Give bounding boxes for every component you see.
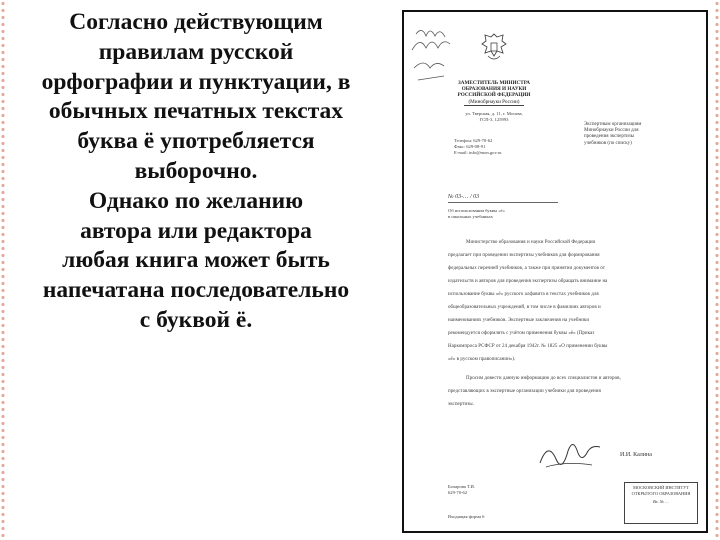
right-decorative-border — [714, 0, 720, 540]
slide-text-line: напечатана последовательно — [42, 277, 350, 304]
slide-text-line: выборочно. — [134, 157, 258, 184]
stamp-line: Вх. № … — [653, 499, 669, 505]
letterhead-line: (Минобрнауки России) — [468, 98, 520, 105]
body-line: использование буквы «ё» русского алфавита в текстах учебников для — [448, 292, 599, 297]
subject-line: в школьных учебниках — [448, 213, 493, 219]
left-decorative-border — [0, 0, 6, 540]
addressee-line: Экспертным организациям — [584, 122, 642, 127]
contacts-block — [454, 138, 501, 155]
signature-icon — [536, 439, 606, 475]
letterhead-line: ЗАМЕСТИТЕЛЬ МИНИСТРА — [458, 80, 530, 86]
ministry-letter-scan — [406, 14, 704, 529]
body-line: федеральных перечней учебников, а также при принятии документов от — [448, 266, 605, 271]
body-line: «ё» в русском правописании»). — [448, 357, 516, 362]
addressee-line: Минобрнауки России для — [584, 128, 639, 134]
body-line: Наркомпроса РСФСР от 24 декабря 1942г. № 1825 «О применении буквы — [448, 344, 608, 349]
address-block — [456, 111, 532, 123]
ref-underline — [448, 202, 558, 203]
coat-of-arms-icon — [479, 32, 509, 64]
reference-number: № 03-… / 03 — [448, 194, 480, 200]
signature-name: И.И. Калина — [620, 452, 652, 458]
addressee-line: проведения экспертизы — [584, 134, 635, 140]
subject-block — [448, 208, 505, 220]
executor-block — [448, 484, 475, 496]
body-line: Просим довести данную информацию до всех специалистов и авторов, — [466, 376, 621, 381]
body-line: Министерство образования и науки Российской Федерации — [466, 240, 596, 245]
address-line: ГСП-3, 125993 — [479, 116, 509, 122]
slide-text-block — [8, 8, 384, 336]
letter-image-frame — [402, 10, 708, 533]
addressee-line: учебников (по списку) — [584, 140, 632, 146]
addressee-block — [584, 122, 641, 147]
executor-line: Бочарова Т.И. — [448, 484, 476, 489]
slide-text-line: любая книга может быть — [62, 247, 330, 274]
executor-line: 629-70-62 — [448, 489, 468, 495]
slide-text-line: орфографии и пунктуации, в — [41, 68, 351, 95]
slide-text-line: правилам русской — [98, 38, 294, 65]
slide-text-line: буква ё употребляется — [77, 128, 315, 155]
incoming-stamp — [624, 482, 698, 524]
body-line: наименованиях учебников. Экспертные заключения на учебники — [448, 318, 590, 323]
body-line: предлагает при проведении экспертизы учебников для формирования — [448, 253, 600, 258]
slide-text-line: автора или редактора — [80, 217, 312, 244]
slide-text-line: Согласно действующим — [69, 9, 323, 35]
body-line: рекомендуется оформлять с учётом применения буквы «ё» (Приказ — [448, 331, 595, 336]
stamp-line: МОСКОВСКИЙ ИНСТИТУТ — [633, 485, 689, 490]
letterhead-divider — [464, 105, 524, 106]
letterhead-line: РОССИЙСКОЙ ФЕДЕРАЦИИ — [457, 92, 531, 99]
letterhead-block — [446, 80, 542, 105]
contact-line: E-mail: info@mon.gov.ru — [454, 149, 502, 155]
letterhead-line: ОБРАЗОВАНИЯ И НАУКИ — [461, 86, 527, 93]
body-line: издательств и авторов для проведения экспертизы обращать внимание на — [448, 279, 608, 284]
footer-form-label: Входящая форма 6 — [448, 514, 485, 519]
contact-line: Факс: 629-08-91 — [454, 143, 486, 149]
stamp-line: ОТКРЫТОГО ОБРАЗОВАНИЯ — [631, 490, 691, 496]
slide-text-line: обычных печатных текстах — [48, 98, 344, 125]
body-line: общеобразовательных учреждений, в том числе в фамилиях авторов и — [448, 305, 601, 310]
slide-text-line: с буквой ё. — [139, 306, 253, 333]
slide-text-line: Однако по желанию — [88, 187, 304, 214]
contact-line: Телефон: 629-70-62 — [454, 138, 493, 143]
address-line: ул. Тверская, д. 11, г. Москва, — [465, 111, 523, 116]
body-line: представляющих в экспертные организации учебники для проведения — [448, 389, 601, 394]
subject-line: Об использовании буквы «ё» — [448, 208, 505, 213]
body-line: экспертизы. — [448, 402, 474, 407]
